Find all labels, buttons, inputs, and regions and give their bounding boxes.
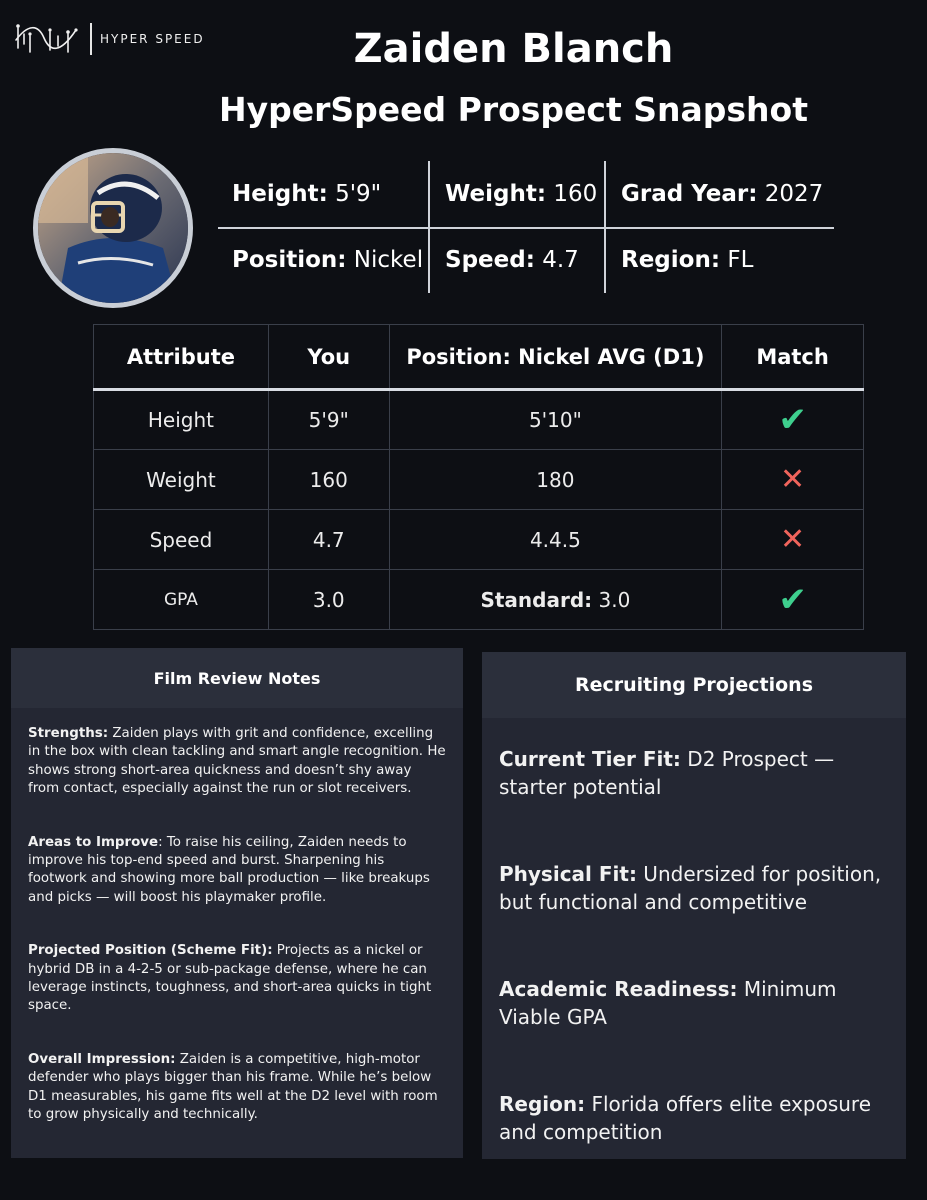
note-overall-impression: Overall Impression: Zaiden is a competitive, high-motor defender who plays bigger than his frame. While he’s below D1 measurables, his game fits well at the D2 level with room to grow physically and technically. xyxy=(28,1051,438,1123)
info-speed: Speed: 4.7 xyxy=(445,247,579,273)
attribute-cell: Speed xyxy=(94,510,269,570)
info-weight: Weight: 160 xyxy=(445,181,598,207)
avg-cell: 4.4.5 xyxy=(389,510,721,570)
match-cell xyxy=(722,450,864,510)
column-header-match: Match xyxy=(722,325,864,390)
match-cell xyxy=(722,390,864,450)
projection-list xyxy=(482,718,906,1146)
brand-name: HYPER SPEED xyxy=(100,32,205,46)
attribute-cell: Weight xyxy=(94,450,269,510)
column-header-attribute: Attribute xyxy=(94,325,269,390)
info-height: Height: 5'9" xyxy=(232,181,382,207)
note-strengths: Strengths: Zaiden plays with grit and confidence, excelling in the box with clean tackling and smart angle recognition. He shows strong short-area quickness and doesn’t shy away from contact, especially against the run or slot receivers. xyxy=(28,726,446,797)
table-row xyxy=(94,450,864,510)
you-cell: 3.0 xyxy=(268,570,389,630)
avg-cell: 180 xyxy=(389,450,721,510)
column-header-position-avg: Position: Nickel AVG (D1) xyxy=(389,325,721,390)
info-position: Position: Nickel xyxy=(232,247,424,273)
player-name: Zaiden Blanch xyxy=(353,26,674,72)
match-cell xyxy=(722,570,864,630)
projection-tier-fit: Current Tier Fit: D2 Prospect — starter potential xyxy=(499,747,835,799)
film-review-notes xyxy=(11,708,463,1125)
report-title: HyperSpeed Prospect Snapshot xyxy=(218,90,808,129)
avg-cell: 5'10" xyxy=(389,390,721,450)
film-review-title: Film Review Notes xyxy=(11,648,463,708)
player-info-grid xyxy=(218,161,834,293)
match-cell xyxy=(722,510,864,570)
you-cell: 160 xyxy=(268,450,389,510)
x-icon: ✕ xyxy=(780,462,806,497)
note-projected-position: Projected Position (Scheme Fit): Projects as a nickel or hybrid DB in a 4-2-5 or sub-package defense, where he can leverage instincts, toughness, and short-area quicks in tight space. xyxy=(28,943,432,1014)
table-header-row xyxy=(94,325,864,390)
attribute-cell: GPA xyxy=(94,570,269,630)
film-review-panel xyxy=(11,648,463,1158)
table-row xyxy=(94,570,864,630)
comparison-table xyxy=(93,324,864,630)
info-grad-year: Grad Year: 2027 xyxy=(621,181,824,207)
projection-physical-fit: Physical Fit: Undersized for position, but functional and competitive xyxy=(499,862,882,914)
recruiting-projections-panel xyxy=(482,652,906,1159)
you-cell: 5'9" xyxy=(268,390,389,450)
recruiting-projections-title: Recruiting Projections xyxy=(482,652,906,718)
attribute-cell: Height xyxy=(94,390,269,450)
you-cell: 4.7 xyxy=(268,510,389,570)
x-icon: ✕ xyxy=(780,522,806,557)
avg-cell: Standard: 3.0 xyxy=(389,570,721,630)
table-row xyxy=(94,390,864,450)
player-photo xyxy=(33,148,193,308)
column-header-you: You xyxy=(268,325,389,390)
check-icon: ✔ xyxy=(778,400,807,440)
projection-region: Region: Florida offers elite exposure and competition xyxy=(499,1092,872,1144)
note-areas-to-improve: Areas to Improve: To raise his ceiling, Zaiden needs to improve his top-end speed and burst. Sharpening his footwork and showing more ball production — like breakups and picks — will boost his playmaker profile. xyxy=(28,834,430,905)
projection-academic-readiness: Academic Readiness: Minimum Viable GPA xyxy=(499,977,837,1029)
table-row xyxy=(94,510,864,570)
check-icon: ✔ xyxy=(778,579,807,620)
info-region: Region: FL xyxy=(621,247,754,273)
